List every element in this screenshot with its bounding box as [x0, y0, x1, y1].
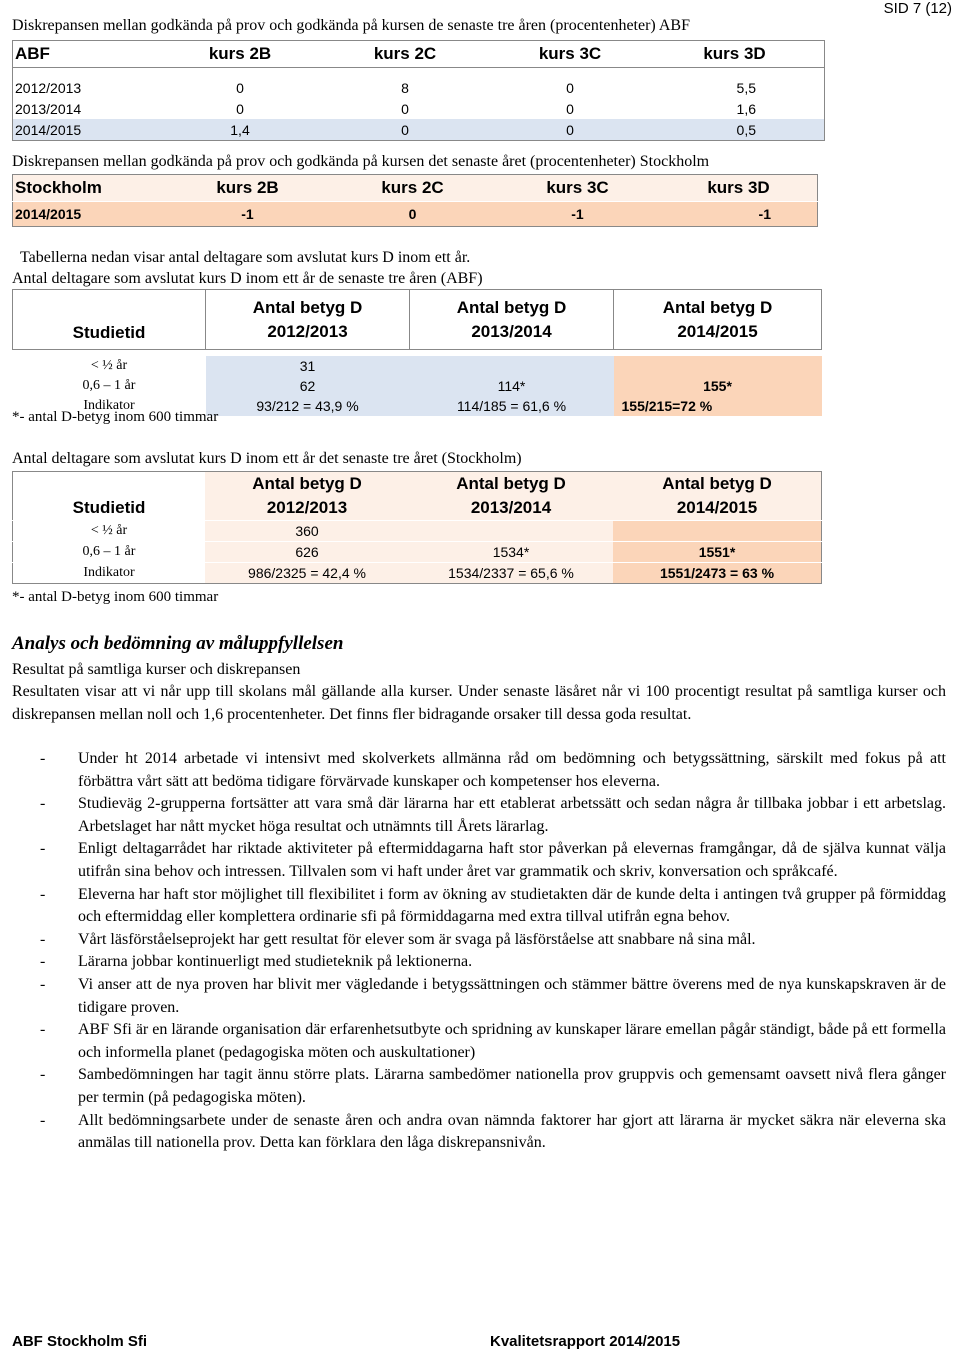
column-header: Antal betyg D 2013/2014	[409, 472, 613, 521]
table-header-row	[13, 175, 818, 202]
table-row	[13, 356, 822, 376]
table-cell: 8	[401, 79, 409, 96]
column-header: Antal betyg D 2014/2015	[614, 290, 822, 350]
analysis-bullet-list	[12, 748, 946, 1155]
table-cell: 114/185 = 61,6 %	[410, 396, 614, 416]
column-header: kurs 2C	[330, 175, 495, 202]
table-cell: 0	[566, 79, 574, 96]
table-cell: -1	[495, 202, 660, 227]
column-header: kurs 2B	[165, 175, 330, 202]
table-cell: 626	[205, 542, 409, 563]
list-item: - Under ht 2014 arbetade vi intensivt med skolverkets allmänna råd om bedömning och betygssättning, särskilt med fokus på att förbättra vårt sätt att bedöma tidigare förvärvade kunskaper och kompetenser hos eleverna.	[12, 748, 946, 793]
column-header: kurs 3C	[495, 175, 660, 202]
table-cell: -1	[165, 202, 330, 227]
table-cell: 1534*	[409, 542, 613, 563]
table-cell: 0,5	[645, 119, 825, 141]
analysis-subheading: Resultat på samtliga kurser och diskrepansen	[12, 661, 301, 678]
table-cell: 0,6 – 1 år	[82, 378, 136, 393]
table-row	[13, 542, 822, 563]
column-header: kurs 3D	[660, 175, 818, 202]
column-header: Antal betyg D 2014/2015	[613, 472, 822, 521]
list-item: - Enligt deltagarrådet har riktade aktiviteter på eftermiddagarna haft stor påverkan på elevernas framgångar, då de själva kunnat välja utifrån sina behov och intressen. Tillvalen som vi haft under året var grammatik och skriv, konversation och språkcafé.	[12, 838, 946, 883]
analysis-heading: Analys och bedömning av måluppfyllelsen	[12, 633, 344, 654]
list-item: - Lärarna jobbar kontinuerligt med studieteknik på lektionerna.	[12, 951, 946, 974]
abf-discrepancy-table	[12, 40, 825, 141]
intro-text: Tabellerna nedan visar antal deltagare som avslutat kurs D inom ett år.	[20, 249, 471, 266]
table-cell: 0	[236, 100, 244, 117]
column-header: ABF	[13, 41, 166, 68]
table-row	[13, 119, 825, 141]
table-cell: 2012/2013	[15, 79, 82, 96]
footer-report-title: Kvalitetsrapport 2014/2015	[490, 1333, 681, 1350]
column-header: kurs 3C	[495, 41, 645, 68]
table-cell: 1551/2473 = 63 %	[613, 563, 822, 584]
stockholm-discrepancy-caption: Diskrepansen mellan godkända på prov och godkända på kursen det senaste året (procentenheter) Stockholm	[12, 153, 710, 170]
column-header: Stockholm	[13, 175, 166, 202]
table-cell: 0	[315, 119, 495, 141]
table-cell: 2014/2015	[13, 202, 166, 227]
stockholm-participants-caption: Antal deltagare som avslutat kurs D inom ett år det senaste tre året (Stockholm)	[12, 450, 522, 467]
column-header: Antal betyg D 2012/2013	[205, 472, 409, 521]
abf-footnote: *- antal D-betyg inom 600 timmar	[12, 409, 219, 425]
table-cell	[410, 356, 614, 376]
table-cell: 31	[206, 356, 410, 376]
list-item: - ABF Sfi är en lärande organisation där erfarenhetsutbyte och spridning av kunskaper lärare emellan pågår ständigt, både på ett formella och informella planet (pedagogiska möten och auskultationer)	[12, 1019, 946, 1064]
table-cell	[614, 356, 822, 376]
table-row	[13, 521, 822, 542]
table-cell: 2014/2015	[13, 119, 166, 141]
table-cell: 0	[566, 100, 574, 117]
table-cell	[409, 521, 613, 542]
table-row	[13, 563, 822, 584]
table-cell: 1,4	[165, 119, 315, 141]
abf-discrepancy-caption: Diskrepansen mellan godkända på prov och godkända på kursen de senaste tre åren (procentenheter) ABF	[12, 17, 690, 34]
table-row	[13, 202, 818, 227]
stockholm-participants-table	[12, 471, 822, 584]
table-cell: 155*	[614, 376, 822, 396]
column-header: kurs 3D	[645, 41, 825, 68]
table-cell: < ½ år	[13, 521, 206, 542]
list-item: - Studieväg 2-grupperna fortsätter att vara små där lärarna har ett etablerat arbetssätt och sedan några år tillbaka jobbar i ett arbetslag. Arbetslaget har nått mycket höga resultat och utnämnts till Årets lärarlag.	[12, 793, 946, 838]
table-cell: 1551*	[613, 542, 822, 563]
list-item: - Allt bedömningsarbete under de senaste åren och andra ovan nämnda faktorer har gjort att lärarna är mycket säkra när eleverna ska anmälas till nationella prov. Detta kan förklara den låga diskrepansnivån.	[12, 1110, 946, 1155]
abf-participants-table	[12, 289, 822, 416]
table-cell: 2013/2014	[15, 100, 82, 117]
table-cell: 0	[330, 202, 495, 227]
table-cell: 62	[206, 376, 410, 396]
table-cell: 0	[236, 79, 244, 96]
table-cell: 0	[401, 100, 409, 117]
list-item: - Vi anser att de nya proven har blivit mer vägledande i betygssättningen och stämmer bättre överens med de nya kunskapskraven är de tidigare proven.	[12, 974, 946, 1019]
abf-participants-caption: Antal deltagare som avslutat kurs D inom ett år de senaste tre åren (ABF)	[12, 270, 483, 287]
stockholm-footnote: *- antal D-betyg inom 600 timmar	[12, 589, 219, 605]
column-header: Studietid	[13, 472, 206, 521]
column-header: Antal betyg D 2012/2013	[206, 290, 410, 350]
table-cell: 360	[205, 521, 409, 542]
table-header-row	[13, 41, 825, 68]
list-item: - Vårt läsförståelseprojekt har gett resultat för elever som är svaga på läsförståelse att snabbare nå sina mål.	[12, 929, 946, 952]
page-number: SID 7 (12)	[883, 0, 952, 17]
list-item: - Eleverna har haft stor möjlighet till flexibilitet i form av ökning av studietakten där de kunde delta i antingen två grupper på förmiddag och eftermiddag eller komplettera ordinarie sfi på förmiddagarna med extra tillval utifrån egna behov.	[12, 884, 946, 929]
table-cell: 1,6	[736, 100, 756, 117]
stockholm-discrepancy-table	[12, 174, 818, 227]
table-header-row	[13, 290, 822, 350]
table-cell: -1	[660, 202, 818, 227]
footer-organization: ABF Stockholm Sfi	[12, 1333, 148, 1350]
table-cell: 114*	[410, 376, 614, 396]
table-cell: 155/215=72 %	[614, 396, 822, 416]
table-cell: Indikator	[13, 563, 206, 584]
table-cell: < ½ år	[90, 358, 128, 373]
column-header: kurs 2C	[315, 41, 495, 68]
table-cell: 5,5	[736, 79, 756, 96]
table-cell: 0	[495, 119, 645, 141]
table-cell	[613, 521, 822, 542]
analysis-paragraph: Resultaten visar att vi når upp till skolans mål gällande alla kurser. Under senaste läsåret når vi 100 procentigt resultat på samtliga kurser och diskrepansen mellan noll och 1,6 procentenheter. Det finns fler bidragande orsaker till dessa goda resultat.	[12, 683, 946, 723]
table-header-row	[13, 472, 822, 521]
column-header: kurs 2B	[165, 41, 315, 68]
table-row	[13, 98, 825, 119]
list-item: - Sambedömningen har tagit ännu större plats. Lärarna sambedömer nationella prov gruppvis och gemensamt oavsett nivå flera gånger per termin (på pedagogiska möten).	[12, 1064, 946, 1109]
column-header: Studietid	[13, 290, 206, 350]
table-cell: 93/212 = 43,9 %	[206, 396, 410, 416]
table-cell: Indikator	[83, 398, 135, 413]
column-header: Antal betyg D 2013/2014	[410, 290, 614, 350]
table-cell: 986/2325 = 42,4 %	[205, 563, 409, 584]
table-cell: 0,6 – 1 år	[13, 542, 206, 563]
table-row	[13, 77, 825, 98]
table-row	[13, 376, 822, 396]
table-cell: 1534/2337 = 65,6 %	[409, 563, 613, 584]
